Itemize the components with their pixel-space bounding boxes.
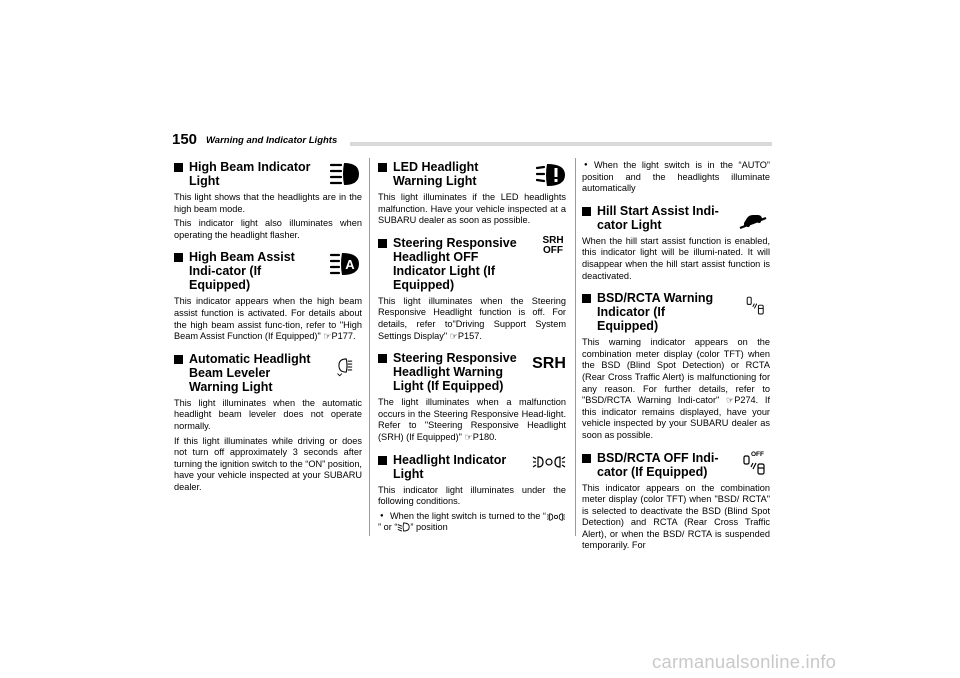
section-bullet bbox=[378, 239, 387, 248]
column-2 bbox=[378, 160, 566, 537]
section-title: BSD/RCTA Warning Indicator (If Equipped) bbox=[597, 291, 714, 334]
srh-warning-icon: SRH bbox=[532, 355, 566, 373]
paragraph: This warning indicator appears on the combination meter display (color TFT) when the BSD (Blind Spot Detection) or RCTA (Rear Cross Traffic Alert) is malfunctioning for any reason. For further details, refer to "BSD/RCTA Warning Indi-cator" ☞P274. If this indicator remains displayed, have your vehicle inspected by your SUBARU dealer as soon as possible. bbox=[582, 337, 770, 440]
section-bsd-rcta-off bbox=[582, 451, 770, 553]
section-bullet bbox=[378, 354, 387, 363]
section-bullet bbox=[378, 456, 387, 465]
page-header bbox=[172, 133, 772, 149]
column-divider bbox=[575, 158, 576, 536]
section-title: High Beam Assist Indi-cator (If Equipped) bbox=[189, 250, 295, 293]
section-led-headlight-warning bbox=[378, 160, 566, 227]
bsd-rcta-off-icon bbox=[742, 451, 768, 477]
header-rule bbox=[350, 142, 772, 146]
low-beam-icon bbox=[397, 522, 410, 532]
section-title: Headlight Indicator Light bbox=[393, 452, 507, 481]
parking-light-icon bbox=[546, 513, 566, 521]
paragraph: This light illuminates when the automatic headlight beam leveler does not operate normally. bbox=[174, 397, 362, 431]
section-title: High Beam Indicator Light bbox=[189, 160, 311, 188]
paragraph: This light illuminates if the LED headlights malfunction. Have your vehicle inspected at a SUBARU dealer as soon as possible. bbox=[378, 192, 566, 226]
paragraph: If this light illuminates while driving or does not turn off approximately 3 seconds after turning the ignition switch to the “ON” position, have your vehicle inspected at your SUBARU dealer. bbox=[174, 435, 362, 492]
paragraph: This indicator appears when the high beam assist function is activated. For details about the high beam assist func-tion, refer to "High Beam Assist Function (If Equipped)" ☞P177. bbox=[174, 296, 362, 342]
page-number: 150 bbox=[172, 131, 198, 148]
section-beam-leveler bbox=[174, 352, 362, 494]
bullet-item: ● When the light switch is in the “AUTO” position and the headlights illuminate automatically bbox=[582, 160, 770, 195]
section-srh-warning bbox=[378, 351, 566, 443]
section-title: Hill Start Assist Indi-cator Light bbox=[597, 203, 719, 232]
high-beam-icon bbox=[330, 161, 360, 187]
watermark: carmanualsonline.info bbox=[652, 651, 837, 672]
section-srh-off bbox=[378, 236, 566, 342]
section-bullet bbox=[174, 253, 183, 262]
paragraph: This indicator light also illuminates when operating the headlight flasher. bbox=[174, 218, 362, 240]
section-bullet bbox=[582, 207, 591, 216]
paragraph: This indicator light illuminates under the following conditions. bbox=[378, 484, 566, 507]
section-bullet bbox=[582, 454, 591, 463]
high-beam-assist-icon bbox=[330, 251, 360, 277]
section-title: LED Headlight Warning Light bbox=[393, 160, 479, 188]
section-headlight-indicator bbox=[378, 453, 566, 534]
section-bullet bbox=[582, 294, 591, 303]
column-1 bbox=[174, 160, 362, 497]
section-bullet bbox=[378, 163, 387, 172]
section-bullet bbox=[174, 163, 183, 172]
paragraph: This indicator appears on the combination meter display (color TFT) when "BSD/ RCTA" is selected to deactivate the BSD (Blind Spot Detection) and RCTA (Rear Cross Traffic Alert), or when the BSD/ RCTA is suspended temporarily. For bbox=[582, 482, 770, 551]
paragraph: When the hill start assist function is enabled, this indicator light will be illumi-nated. It will disappear when the hill start assist function is deactivated. bbox=[582, 235, 770, 281]
section-high-beam-assist bbox=[174, 250, 362, 342]
off-label: OFF bbox=[751, 450, 764, 458]
section-title: Steering Responsive Headlight Warning Light (If Equipped) bbox=[393, 351, 517, 394]
led-headlight-icon bbox=[536, 162, 566, 188]
section-high-beam-indicator bbox=[174, 160, 362, 241]
section-title: Automatic Headlight Beam Leveler Warning Light bbox=[189, 351, 311, 394]
paragraph: This light illuminates when the Steering Responsive Headlight function is off. For details, refer to"Driving Support System Settings Display" ☞P157. bbox=[378, 295, 566, 341]
headlight-indicator-icon bbox=[532, 455, 566, 469]
svg-text:A: A bbox=[345, 257, 355, 273]
section-bsd-rcta-warning bbox=[582, 291, 770, 441]
column-3 bbox=[582, 160, 770, 555]
column-divider bbox=[369, 158, 370, 536]
paragraph: The light illuminates when a malfunction occurs in the Steering Responsive Head-light. Refer to "Steering Responsive Headlight (SRH) (If Equipped)" ☞P180. bbox=[378, 397, 566, 442]
srh-off-icon: SRH OFF bbox=[542, 234, 564, 256]
section-title: Steering Responsive Headlight OFF Indicator Light (If Equipped) bbox=[393, 235, 517, 292]
hill-start-assist-icon bbox=[738, 210, 768, 230]
section-hill-start-assist bbox=[582, 204, 770, 282]
section-title: BSD/RCTA OFF Indi-cator (If Equipped) bbox=[597, 450, 719, 479]
section-bullet bbox=[174, 355, 183, 364]
bsd-rcta-icon bbox=[744, 293, 768, 319]
section-running-title: Warning and Indicator Lights bbox=[206, 135, 338, 146]
bullet-item: ● When the light switch is turned to the “” or “ ” position bbox=[378, 511, 566, 534]
beam-leveler-icon bbox=[336, 354, 358, 380]
paragraph: This light shows that the headlights are in the high beam mode. bbox=[174, 192, 362, 214]
